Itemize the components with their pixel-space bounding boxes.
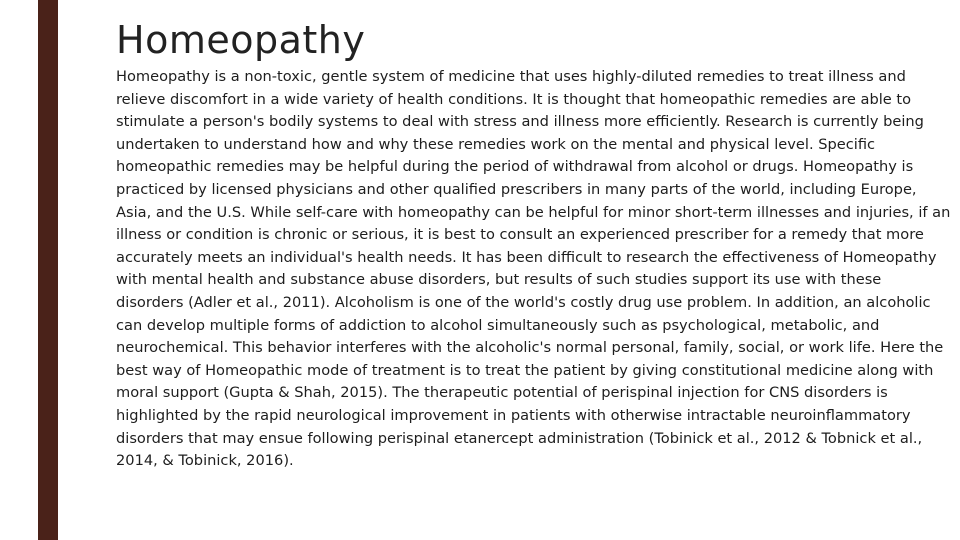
slide-body-text: Homeopathy is a non-toxic, gentle system of medicine that uses highly-diluted remedies to treat illness and relieve discomfort in a wide variety of health conditions. It is thought that homeopathic remedies are able to stimulate a person's bodily systems to deal with stress and illness more efficiently. Research is currently being undertaken to understand how and why these remedies work on the mental and physical level. Specific homeopathic remedies may be helpful during the period of withdrawal from alcohol or drugs. Homeopathy is practiced by licensed physicians and other qualified prescribers in many parts of the world, including Europe, Asia, and the U.S. While self-care with homeopathy can be helpful for minor short-term illnesses and injuries, if an illness or condition is chronic or serious, it is best to consult an experienced prescriber for a remedy that more accurately meets an individual's health needs. It has been difficult to research the effectiveness of Homeopathy with mental health and substance abuse disorders, but results of such studies support its use with these disorders (Adler et al., 2011). Alcoholism is one of the world's costly drug use problem. In addition, an alcoholic can develop multiple forms of addiction to alcohol simultaneously such as psychological, metabolic, and neurochemical. This behavior interferes with the alcoholic's normal personal, family, social, or work life. Here the best way of Homeopathic mode of treatment is to treat the patient by giving constitutional medicine along with moral support (Gupta & Shah, 2015). The therapeutic potential of perispinal injection for CNS disorders is highlighted by the rapid neurological improvement in patients with otherwise intractable neuroinflammatory disorders that may ensue following perispinal etanercept administration (Tobinick et al., 2012 & Tobnick et al., 2014, & Tobinick, 2016). xyxy=(116,68,951,470)
slide-title: Homeopathy xyxy=(116,18,366,62)
accent-bar xyxy=(38,0,58,540)
